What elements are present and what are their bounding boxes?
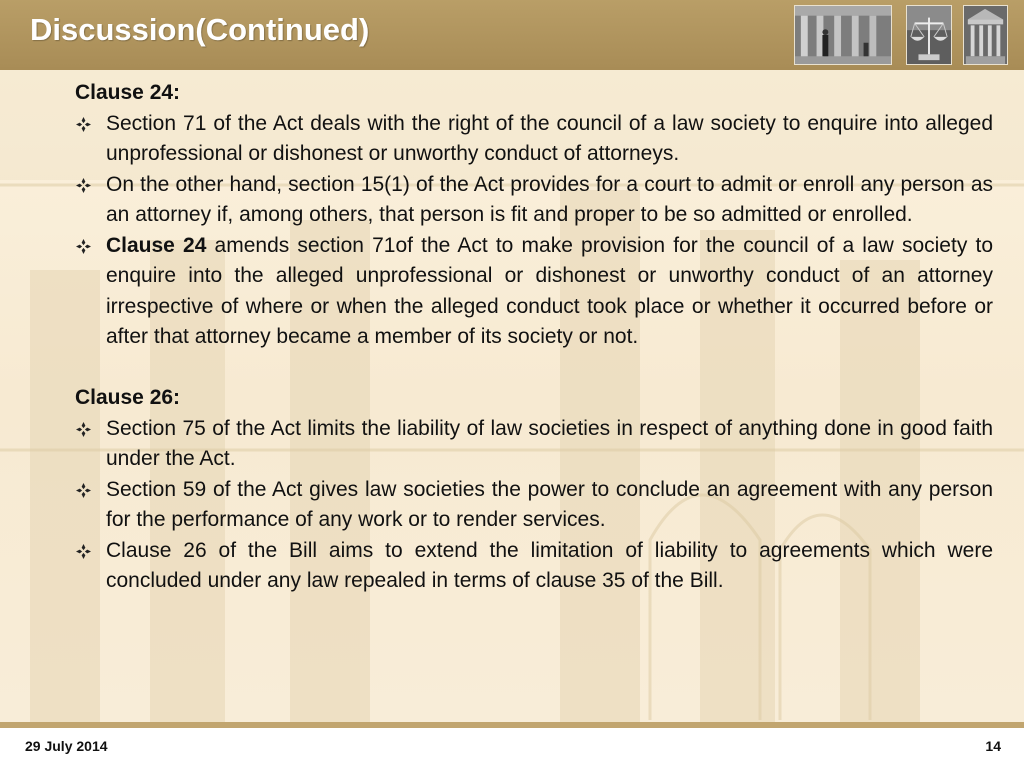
clause-26-heading: Clause 26: [75,386,181,409]
slide-title: Discussion(Continued) [30,12,370,47]
bullet-text: amends section 71of the Act to make provision for the council of a law society to enquire into the alleged unprofessional or dishonest or unworthy conduct of an attorney irrespective of where or when the alleged conduct took place or whether it occurred before or after that attorney became a member of its society or not. [106,233,993,348]
list-item [75,231,993,353]
bullet-text: Clause 26 of the Bill aims to extend the limitation of liability to agreements which were concluded under any law repealed in terms of clause 35 of the Bill. [106,538,993,592]
diamond-bullet-icon [76,178,91,193]
list-item [75,536,993,597]
footer-date: 29 July 2014 [25,738,108,754]
bullet-text: On the other hand, section 15(1) of the Act provides for a court to admit or enroll any person as an attorney if, among others, that person is fit and proper to be so admitted or enrolled. [106,172,993,226]
footer-divider [0,722,1024,728]
diamond-bullet-icon [76,483,91,498]
scales-of-justice-icon [906,5,952,65]
bullet-text: Section 75 of the Act limits the liability of law societies in respect of anything done in good faith under the Act. [106,416,993,470]
list-item [75,414,993,475]
header-bar [0,0,1024,70]
clause-24-heading: Clause 24: [75,81,181,104]
slide-body [75,78,993,597]
list-item [75,475,993,536]
diamond-bullet-icon [76,422,91,437]
diamond-bullet-icon [76,239,91,254]
bullet-bold-lead: Clause 24 [106,233,207,257]
diamond-bullet-icon [76,117,91,132]
page-number: 14 [985,738,1001,754]
bullet-text: Section 71 of the Act deals with the right of the council of a law society to enquire into alleged unprofessional or dishonest or unworthy conduct of attorneys. [106,111,993,165]
bullet-text: Section 59 of the Act gives law societies the power to conclude an agreement with any person for the performance of any work or to render services. [106,477,993,531]
diamond-bullet-icon [76,544,91,559]
list-item [75,109,993,170]
building-photo-icon [794,5,892,65]
list-item [75,170,993,231]
courthouse-photo-icon [963,5,1008,65]
